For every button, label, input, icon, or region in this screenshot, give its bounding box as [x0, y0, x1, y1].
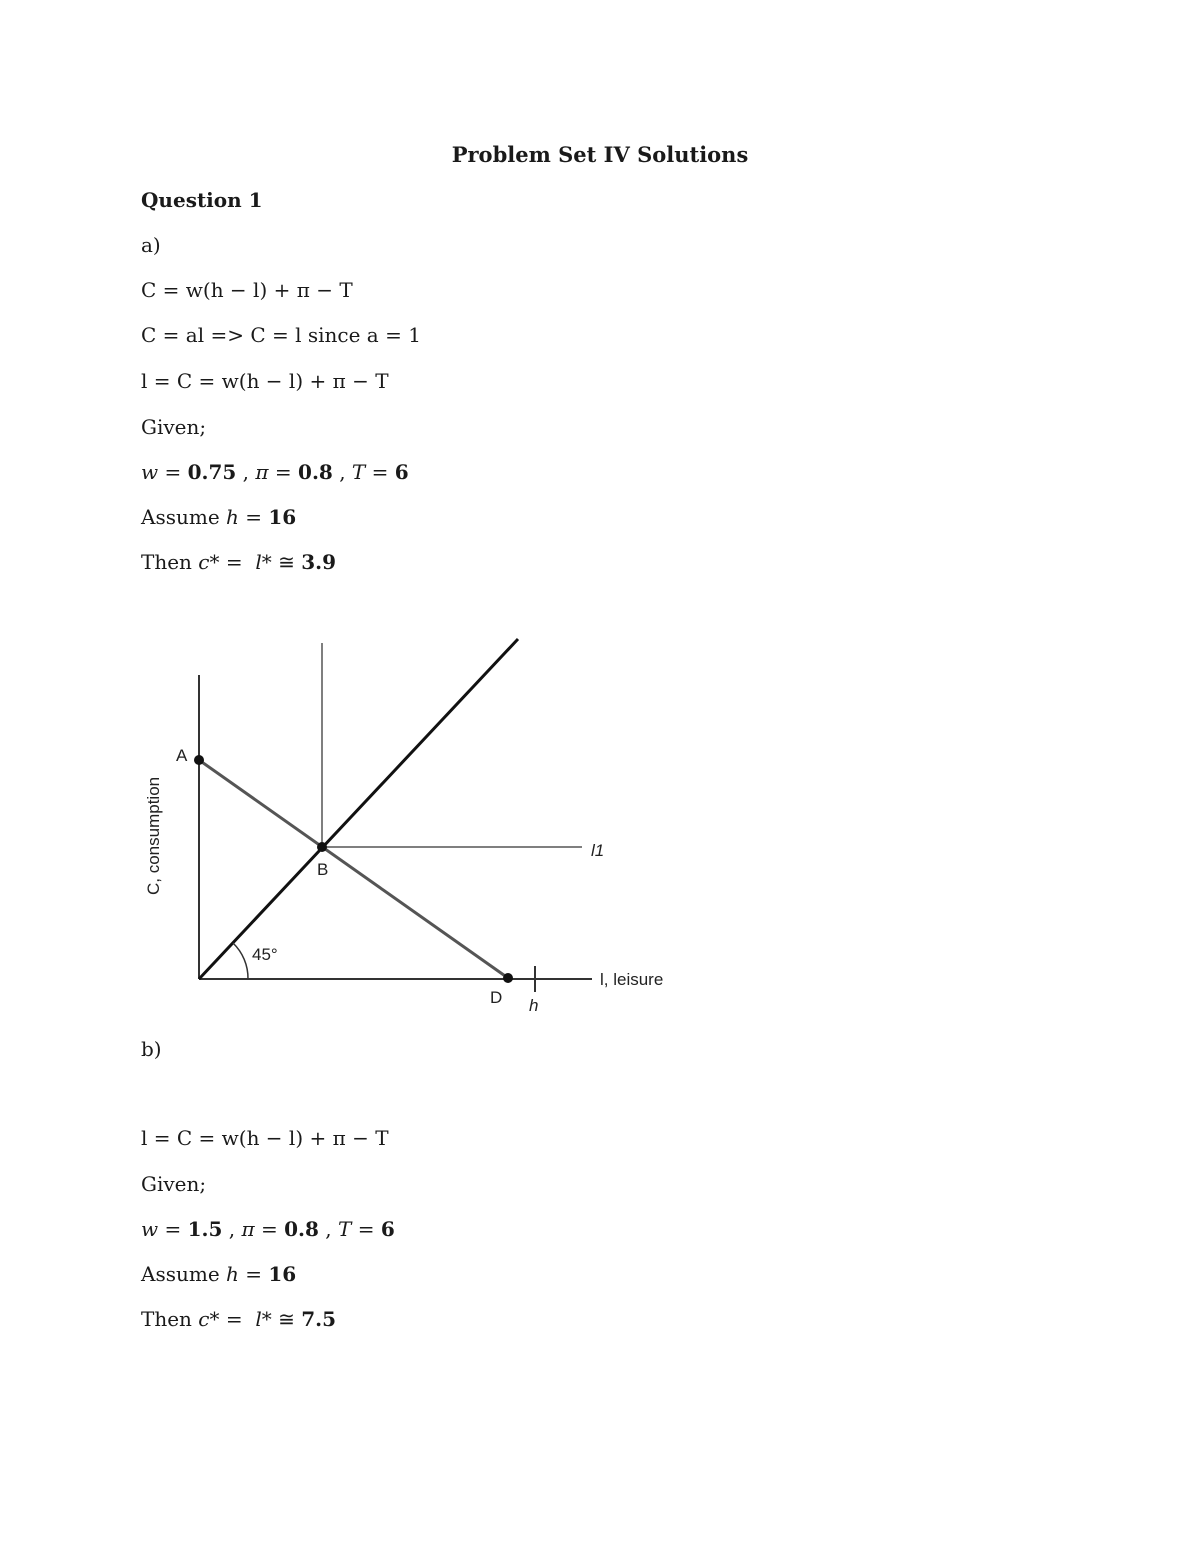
- point-d: [503, 973, 513, 983]
- equation-budget: [141, 276, 353, 304]
- assume-prefix-b: Assume: [141, 1262, 220, 1286]
- parameters-line-b: w = 1.5 , π = 0.8 , T = 6: [141, 1217, 395, 1241]
- then-prefix-b: Then: [141, 1307, 192, 1331]
- equation-text: C = w(h − l) + π − T: [141, 278, 353, 302]
- question-heading: Question 1: [141, 188, 263, 212]
- result-line-b: Then c* = l* ≅ 7.5: [141, 1307, 337, 1331]
- param-t-b: 6: [380, 1217, 395, 1241]
- x-axis-label: l, leisure: [600, 970, 664, 989]
- equation-equilibrium-b: [141, 1124, 389, 1152]
- part-b-label: b): [141, 1037, 162, 1061]
- equation-text: C = al => C = l since a = 1: [141, 323, 421, 347]
- param-t: 6: [394, 460, 409, 484]
- parameters-line: w = 0.75 , π = 0.8 , T = 6: [141, 460, 409, 484]
- point-b: [317, 842, 327, 852]
- equation-equilibrium: [141, 367, 389, 395]
- h-value-b: 16: [268, 1262, 297, 1286]
- label-angle: 45°: [252, 945, 278, 964]
- label-b: B: [317, 860, 329, 879]
- line-45-degree: [199, 639, 518, 979]
- assume-line-b: Assume h = 16: [141, 1262, 297, 1286]
- point-a: [194, 755, 204, 765]
- param-w: 0.75: [187, 460, 237, 484]
- angle-arc: [233, 943, 248, 979]
- label-l1: l1: [591, 841, 605, 860]
- y-axis-label: C, consumption: [144, 776, 163, 895]
- given-label: Given;: [141, 415, 207, 439]
- then-prefix: Then: [141, 550, 192, 574]
- equation-preference: [141, 321, 421, 349]
- label-a: A: [176, 746, 188, 765]
- equation-text: l = C = w(h − l) + π − T: [141, 1126, 389, 1150]
- result-value: 3.9: [301, 550, 337, 574]
- part-a-label: a): [141, 233, 161, 257]
- param-w-b: 1.5: [187, 1217, 223, 1241]
- label-d: D: [490, 988, 503, 1007]
- param-pi-b: 0.8: [284, 1217, 319, 1241]
- consumption-leisure-diagram: [130, 625, 690, 1025]
- param-pi: 0.8: [298, 460, 333, 484]
- assume-line: Assume h = 16: [141, 505, 297, 529]
- result-value-b: 7.5: [301, 1307, 337, 1331]
- label-h: h: [529, 996, 539, 1015]
- assume-prefix: Assume: [141, 505, 220, 529]
- result-line: Then c* = l* ≅ 3.9: [141, 550, 337, 574]
- equation-text: l = C = w(h − l) + π − T: [141, 369, 389, 393]
- given-label-b: Given;: [141, 1172, 207, 1196]
- h-value: 16: [268, 505, 297, 529]
- page-title: Problem Set IV Solutions: [451, 142, 749, 167]
- budget-line: [199, 760, 508, 978]
